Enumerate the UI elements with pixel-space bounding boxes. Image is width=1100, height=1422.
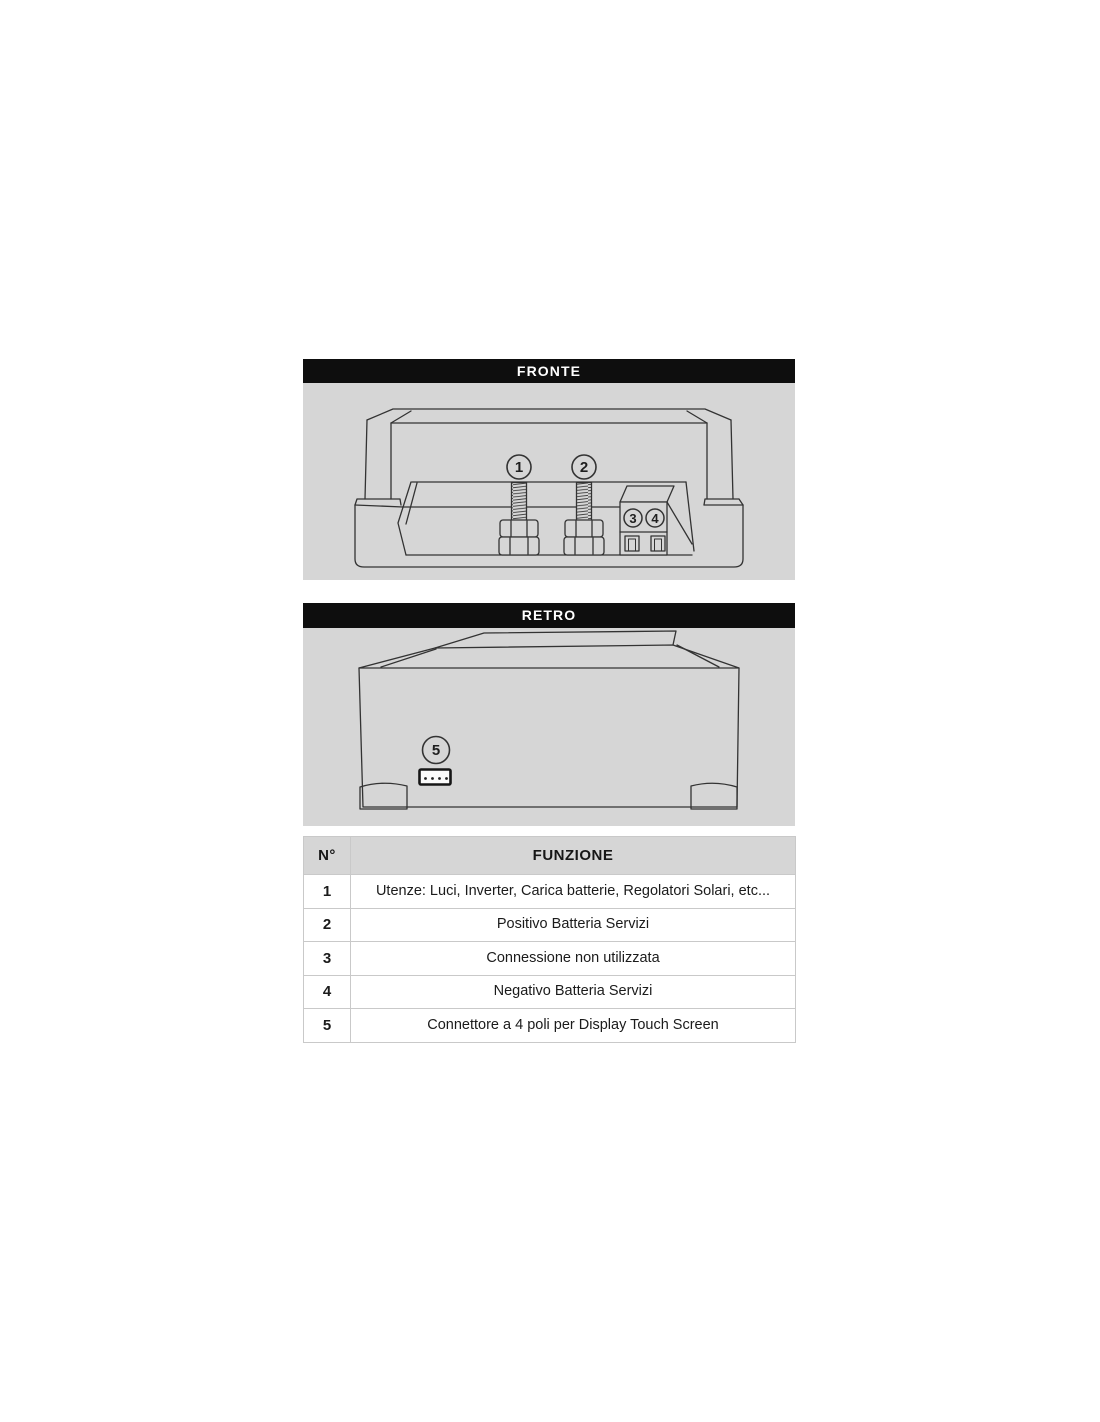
box-front-face <box>359 668 739 807</box>
fronte-device-diagram <box>303 383 795 580</box>
table-header-num: N° <box>304 837 351 875</box>
row-number: 2 <box>304 908 351 942</box>
section-title-fronte: FRONTE <box>516 363 582 379</box>
frame-top-beam <box>367 409 731 420</box>
frame-right-post <box>731 420 733 499</box>
row-funzione: Negativo Batteria Servizi <box>351 975 796 1009</box>
stud-1 <box>512 483 527 521</box>
row-funzione: Positivo Batteria Servizi <box>351 908 796 942</box>
callout-label-3: 3 <box>629 511 637 526</box>
row-funzione: Utenze: Luci, Inverter, Carica batterie, Regolatori Solari, etc... <box>351 875 796 909</box>
callout-label-4: 4 <box>651 511 659 526</box>
box-top-rim <box>359 645 739 668</box>
stud-2 <box>577 483 592 521</box>
table-row <box>304 942 796 976</box>
connector-block-top <box>620 486 674 502</box>
table-row <box>304 975 796 1009</box>
table-row <box>304 908 796 942</box>
device-base <box>355 505 743 567</box>
callout-label-1: 1 <box>514 459 524 476</box>
right-foot <box>691 783 737 809</box>
left-foot <box>360 783 407 809</box>
display-connector <box>420 770 451 785</box>
page-content <box>303 359 795 1043</box>
table-row <box>304 875 796 909</box>
funzioni-table <box>303 836 796 1043</box>
retro-device-diagram <box>303 628 795 826</box>
row-number: 5 <box>304 1009 351 1043</box>
panel-retro <box>303 628 795 826</box>
frame-left-post <box>365 420 367 499</box>
row-funzione: Connessione non utilizzata <box>351 942 796 976</box>
row-funzione: Connettore a 4 poli per Display Touch Screen <box>351 1009 796 1043</box>
table-header-row <box>304 837 796 875</box>
row-number: 3 <box>304 942 351 976</box>
section-bar-fronte <box>303 359 795 383</box>
row-number: 1 <box>304 875 351 909</box>
section-title-retro: RETRO <box>521 607 577 623</box>
row-number: 4 <box>304 975 351 1009</box>
callout-label-2: 2 <box>579 459 589 476</box>
panel-fronte <box>303 383 795 580</box>
section-bar-retro <box>303 603 795 628</box>
callout-label-5: 5 <box>431 742 441 759</box>
table-header-funzione: FUNZIONE <box>351 837 796 875</box>
table-row <box>304 1009 796 1043</box>
